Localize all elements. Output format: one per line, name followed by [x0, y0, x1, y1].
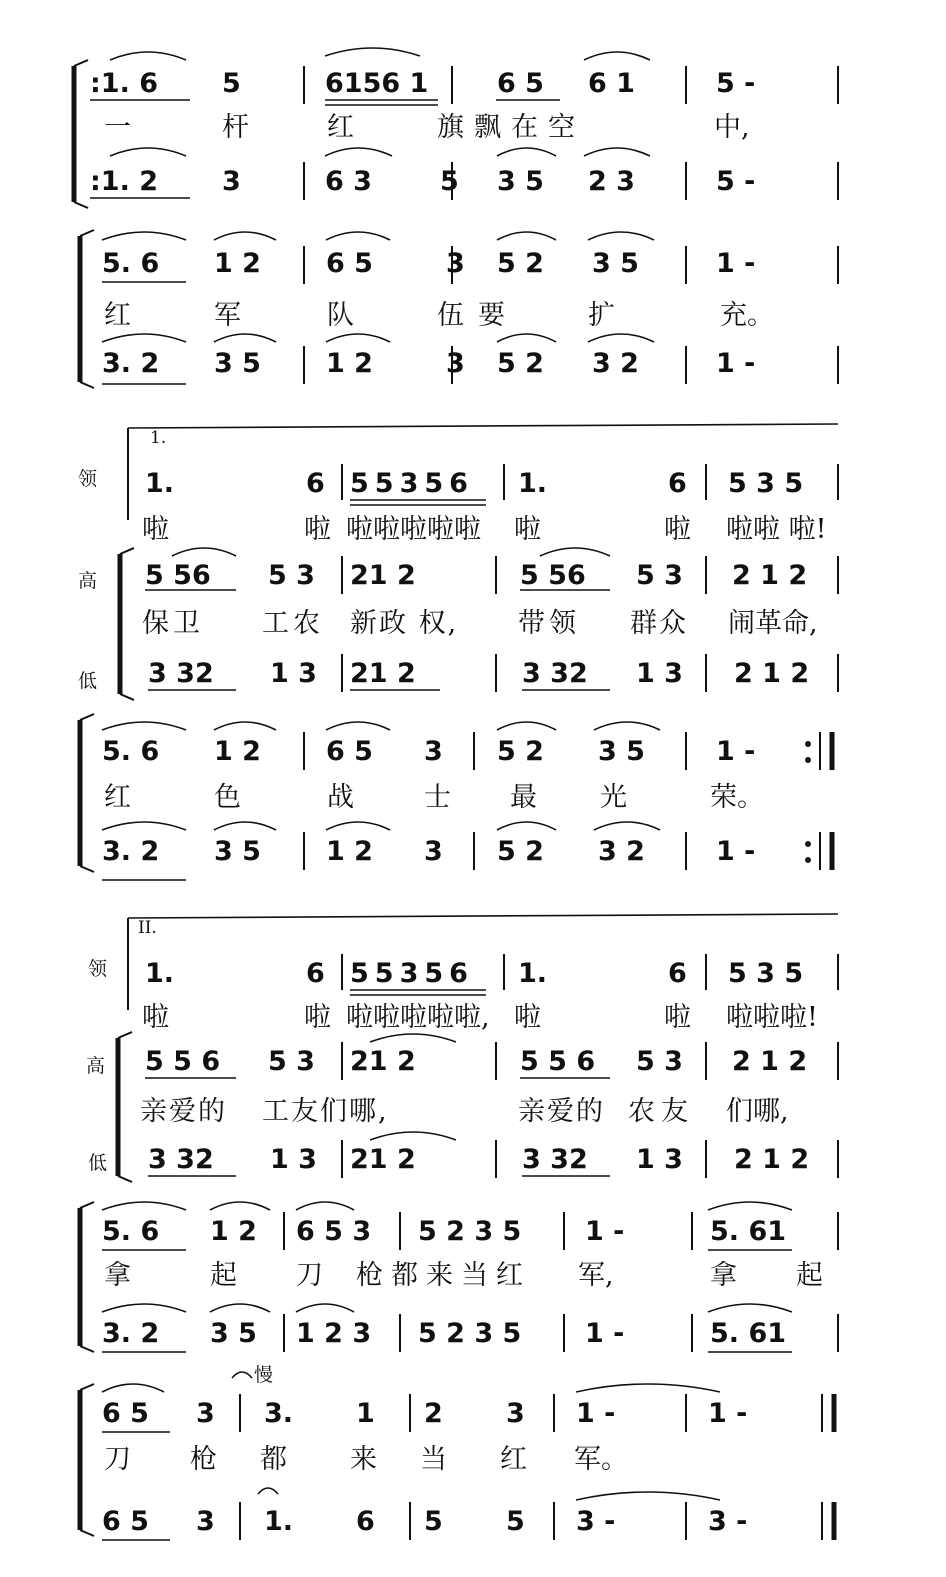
s6-top-m2: 6 5 3 [296, 1216, 372, 1247]
system-bracket [80, 1346, 94, 1352]
s5-high-6: 2 1 2 [732, 1046, 808, 1077]
s4-bottom-m1b: 3 5 [214, 836, 261, 867]
s7-bottom-m3a: 5 [424, 1506, 443, 1537]
s5-lead-5: 6 [668, 958, 687, 989]
slur [325, 48, 420, 56]
s3-lead-1: 1. [145, 468, 175, 499]
system-bracket [80, 866, 94, 872]
slur [102, 334, 186, 342]
s1-bottom-m1b: 3 [222, 166, 241, 197]
s2-bottom-m2b: 3 [446, 348, 465, 379]
s3-low-2: 1 3 [270, 658, 317, 689]
system-bracket [80, 382, 94, 388]
s7-top-m2b: 1 [356, 1398, 375, 1429]
s6-top-m5: 5. 61 [710, 1216, 787, 1247]
system-bracket [120, 694, 134, 700]
s4-top-m3a: 5 2 [497, 736, 544, 767]
s5-high-4: 5 5 6 [520, 1046, 596, 1077]
s1-bottom-m2a: 6 3 [325, 166, 372, 197]
slur [102, 1202, 186, 1210]
s6-lyric-6: 拿 [710, 1260, 737, 1291]
slur [497, 722, 556, 730]
slur [325, 148, 392, 156]
repeat-dot [805, 841, 811, 847]
s7-bottom-m1b: 3 [196, 1506, 215, 1537]
s5-lyric-3: 亲爱的 [518, 1096, 605, 1127]
repeat-dot [805, 741, 811, 747]
slur [594, 722, 660, 730]
slur [708, 1202, 792, 1210]
repeat-dot [805, 757, 811, 763]
s3-lyric-3: 新政 权, [350, 608, 459, 639]
s3-lead-4: 1. [518, 468, 548, 499]
s3-leadlyric-6: 啦啦 啦! [726, 514, 827, 545]
s7-bottom-m2b: 6 [356, 1506, 375, 1537]
s7-top-m3b: 3 [506, 1398, 525, 1429]
system-bracket [80, 1530, 94, 1536]
s6-lyric-3: 刀 [296, 1260, 323, 1291]
s6-bottom-m2: 1 2 3 [296, 1318, 372, 1349]
slur [102, 822, 186, 830]
s5-lead-2: 6 [306, 958, 325, 989]
s4-lyric-5: 最 [510, 782, 537, 813]
s1-lyric-2: 杆 [222, 112, 249, 143]
s3-lead-5: 6 [668, 468, 687, 499]
s5-leadlyric-1: 啦 [142, 1002, 169, 1033]
s5-lyric-2: 工友们哪, [262, 1096, 389, 1127]
s1-lyric-1: 一 [104, 112, 131, 143]
volta-line [128, 914, 838, 918]
s3-high-2: 5 3 [268, 560, 315, 591]
slur [110, 52, 186, 60]
s3-lyric-2: 工农 [262, 608, 324, 639]
s4-bottom-m1a: 3. 2 [102, 836, 160, 867]
s1-top-m1a: :1. 6 [90, 68, 159, 99]
s2-top-m2a: 6 5 [326, 248, 373, 279]
s5-low-1: 3 32 [148, 1144, 214, 1175]
system-bracket [120, 548, 134, 554]
s6-lyric-5: 军, [578, 1260, 614, 1291]
slur [540, 548, 610, 556]
s4-top-m3b: 3 5 [598, 736, 645, 767]
part-label-lead-1: 领 [78, 468, 98, 490]
s2-top-m2b: 3 [446, 248, 465, 279]
s7-bottom-m3b: 5 [506, 1506, 525, 1537]
s2-lyric-5: 扩 [588, 300, 615, 331]
slur [172, 548, 236, 556]
tempo-marking-slow: 慢 [254, 1364, 274, 1386]
slur [370, 1034, 456, 1042]
s7-bottom-m2a: 1. [264, 1506, 294, 1537]
repeat-dot [805, 857, 811, 863]
s2-top-m1b: 1 2 [214, 248, 261, 279]
slur [584, 148, 650, 156]
slur [326, 334, 390, 342]
s7-lyric-6: 红 [500, 1444, 527, 1475]
part-label-high-1: 高 [78, 570, 98, 592]
s1-bottom-m3b: 2 3 [588, 166, 635, 197]
s3-high-6: 2 1 2 [732, 560, 808, 591]
s2-bottom-m4: 1 - [716, 348, 756, 379]
slur [497, 822, 556, 830]
s2-bottom-m3a: 5 2 [497, 348, 544, 379]
slur [102, 1384, 164, 1392]
slur [497, 148, 556, 156]
s5-lead-3: 55356 [350, 958, 474, 989]
s5-high-2: 5 3 [268, 1046, 315, 1077]
part-label-high-2: 高 [86, 1055, 106, 1077]
part-label-lead-2: 领 [88, 958, 108, 980]
s3-high-4: 5 56 [520, 560, 586, 591]
s2-lyric-4: 伍要 [437, 300, 519, 331]
slur [708, 1304, 792, 1312]
slur [497, 334, 556, 342]
s7-lyric-3: 都 [260, 1444, 287, 1475]
s2-top-m4: 1 - [716, 248, 756, 279]
s7-top-m2a: 3. [264, 1398, 294, 1429]
system-bracket [74, 60, 88, 66]
s6-bottom-m1b: 3 5 [210, 1318, 257, 1349]
s7-bottom-m1a: 6 5 [102, 1506, 149, 1537]
s6-top-m1a: 5. 6 [102, 1216, 160, 1247]
s7-lyric-2: 枪 [190, 1444, 217, 1475]
s1-lyric-3: 红 [327, 112, 354, 143]
s6-lyric-2: 起 [210, 1260, 237, 1291]
s4-bottom-m4: 1 - [716, 836, 756, 867]
s4-top-m2b: 3 [424, 736, 443, 767]
slur [326, 722, 390, 730]
s2-lyric-1: 红 [104, 300, 131, 331]
slur [214, 334, 276, 342]
s2-bottom-m1a: 3. 2 [102, 348, 160, 379]
s5-high-5: 5 3 [636, 1046, 683, 1077]
s4-top-m2a: 6 5 [326, 736, 373, 767]
s3-low-6: 2 1 2 [734, 658, 810, 689]
slur [594, 822, 660, 830]
s5-leadlyric-6: 啦啦啦! [726, 1002, 818, 1033]
s2-lyric-3: 队 [327, 300, 354, 331]
s6-top-m1b: 1 2 [210, 1216, 257, 1247]
s4-top-m1b: 1 2 [214, 736, 261, 767]
slur [102, 722, 186, 730]
s5-low-4: 3 32 [522, 1144, 588, 1175]
system-bracket [118, 1176, 132, 1182]
slur [110, 148, 186, 156]
s3-low-4: 3 32 [522, 658, 588, 689]
s6-lyric-7: 起 [796, 1260, 823, 1291]
s7-top-m3a: 2 [424, 1398, 443, 1429]
slur [588, 232, 654, 240]
slur [214, 822, 276, 830]
s6-lyric-1: 拿 [104, 1260, 131, 1291]
s4-lyric-6: 光 [600, 782, 627, 813]
s3-leadlyric-1: 啦 [142, 514, 169, 545]
slur [576, 1492, 720, 1500]
s4-bottom-m2b: 3 [424, 836, 443, 867]
s3-low-3: 21 2 [350, 658, 416, 689]
slur [576, 1384, 720, 1392]
s5-high-1: 5 5 6 [145, 1046, 221, 1077]
s5-leadlyric-4: 啦 [514, 1002, 541, 1033]
s3-high-5: 5 3 [636, 560, 683, 591]
system-bracket [80, 1202, 94, 1208]
s3-lyric-1: 保卫 [142, 608, 204, 639]
system-bracket [80, 714, 94, 720]
s4-lyric-2: 色 [214, 782, 241, 813]
s1-top-m2: 6156 1 [325, 68, 429, 99]
fermata-icon [232, 1372, 252, 1378]
s6-lyric-4: 枪都来当红 [356, 1260, 531, 1291]
s2-top-m3b: 3 5 [592, 248, 639, 279]
slur [210, 1304, 270, 1312]
s1-top-m3b: 6 1 [588, 68, 635, 99]
slur [296, 1202, 354, 1210]
s3-leadlyric-2: 啦 [304, 514, 331, 545]
s2-bottom-m1b: 3 5 [214, 348, 261, 379]
s6-top-m4: 1 - [585, 1216, 625, 1247]
s7-bottom-m4: 3 - [576, 1506, 616, 1537]
s4-bottom-m3a: 5 2 [497, 836, 544, 867]
slur [214, 722, 276, 730]
slur [326, 822, 390, 830]
s4-lyric-4: 士 [424, 782, 451, 813]
volta-2-label: II. [138, 918, 157, 938]
s6-bottom-m5: 5. 61 [710, 1318, 787, 1349]
slur [296, 1304, 354, 1312]
s6-bottom-m3: 5 2 3 5 [418, 1318, 522, 1349]
slur [326, 232, 390, 240]
s5-low-2: 1 3 [270, 1144, 317, 1175]
s1-bottom-m2b: 5 [440, 166, 459, 197]
s5-high-3: 21 2 [350, 1046, 416, 1077]
s4-top-m4: 1 - [716, 736, 756, 767]
s4-lyric-1: 红 [104, 782, 131, 813]
s6-bottom-m4: 1 - [585, 1318, 625, 1349]
s7-lyric-1: 刀 [104, 1444, 131, 1475]
s1-lyric-5: 中, [714, 112, 750, 143]
s5-lead-6: 5 3 5 [728, 958, 804, 989]
s3-lyric-5: 群众 [630, 608, 688, 639]
s1-lyric-4: 旗飘在空 [437, 112, 585, 143]
s3-low-5: 1 3 [636, 658, 683, 689]
system-bracket [80, 230, 94, 236]
s4-lyric-3: 战 [327, 782, 354, 813]
part-label-low-2: 低 [88, 1152, 108, 1174]
s5-lyric-5: 们哪, [726, 1096, 789, 1127]
s3-leadlyric-3: 啦啦啦啦啦 [346, 514, 481, 545]
s5-low-6: 2 1 2 [734, 1144, 810, 1175]
s7-lyric-7: 军。 [574, 1444, 628, 1475]
fermata-icon [258, 1488, 278, 1494]
s7-top-m1a: 6 5 [102, 1398, 149, 1429]
s2-bottom-m2a: 1 2 [326, 348, 373, 379]
s6-top-m3: 5 2 3 5 [418, 1216, 522, 1247]
s3-leadlyric-5: 啦 [664, 514, 691, 545]
s3-high-3: 21 2 [350, 560, 416, 591]
s3-lead-2: 6 [306, 468, 325, 499]
s5-low-5: 1 3 [636, 1144, 683, 1175]
s7-top-m5: 1 - [708, 1398, 748, 1429]
s5-leadlyric-5: 啦 [664, 1002, 691, 1033]
s5-lyric-4: 农友 [628, 1096, 694, 1127]
s3-lead-6: 5 3 5 [728, 468, 804, 499]
s1-bottom-m4: 5 - [716, 166, 756, 197]
s7-top-m4: 1 - [576, 1398, 616, 1429]
system-bracket [118, 1032, 132, 1038]
s4-lyric-7: 荣。 [710, 782, 764, 813]
volta-1-label: 1. [150, 428, 167, 448]
s2-bottom-m3b: 3 2 [592, 348, 639, 379]
s3-lead-3: 55356 [350, 468, 474, 499]
s5-lyric-1: 亲爱的 [140, 1096, 227, 1127]
slur [214, 232, 276, 240]
s5-lead-4: 1. [518, 958, 548, 989]
s2-lyric-6: 充。 [720, 300, 774, 331]
s2-top-m3a: 5 2 [497, 248, 544, 279]
s1-top-m4: 5 - [716, 68, 756, 99]
slur [370, 1132, 456, 1140]
system-bracket [80, 1384, 94, 1390]
s7-bottom-m5: 3 - [708, 1506, 748, 1537]
s3-lyric-4: 带领 [518, 608, 580, 639]
slur [584, 52, 650, 60]
s7-lyric-5: 当 [420, 1444, 447, 1475]
system-bracket [74, 202, 88, 208]
volta-line [128, 424, 838, 428]
slur [102, 1304, 186, 1312]
slur [102, 232, 186, 240]
s4-top-m1a: 5. 6 [102, 736, 160, 767]
s5-leadlyric-2: 啦 [304, 1002, 331, 1033]
s3-leadlyric-4: 啦 [514, 514, 541, 545]
s3-low-1: 3 32 [148, 658, 214, 689]
slur [497, 232, 556, 240]
s3-high-1: 5 56 [145, 560, 211, 591]
s5-leadlyric-3: 啦啦啦啦啦, [346, 1002, 490, 1033]
slur [210, 1202, 270, 1210]
s4-bottom-m3b: 3 2 [598, 836, 645, 867]
s1-top-m3a: 6 5 [497, 68, 544, 99]
s6-bottom-m1a: 3. 2 [102, 1318, 160, 1349]
s4-bottom-m2a: 1 2 [326, 836, 373, 867]
slur [588, 334, 654, 342]
s1-top-m1b: 5 [222, 68, 241, 99]
s2-top-m1a: 5. 6 [102, 248, 160, 279]
s1-bottom-m3a: 3 5 [497, 166, 544, 197]
s5-lead-1: 1. [145, 958, 175, 989]
s2-lyric-2: 军 [214, 300, 241, 331]
s5-low-3: 21 2 [350, 1144, 416, 1175]
s3-lyric-6: 闹革命, [728, 608, 818, 639]
s7-top-m1b: 3 [196, 1398, 215, 1429]
part-label-low-1: 低 [78, 670, 98, 692]
s1-bottom-m1a: :1. 2 [90, 166, 159, 197]
s7-lyric-4: 来 [350, 1444, 377, 1475]
